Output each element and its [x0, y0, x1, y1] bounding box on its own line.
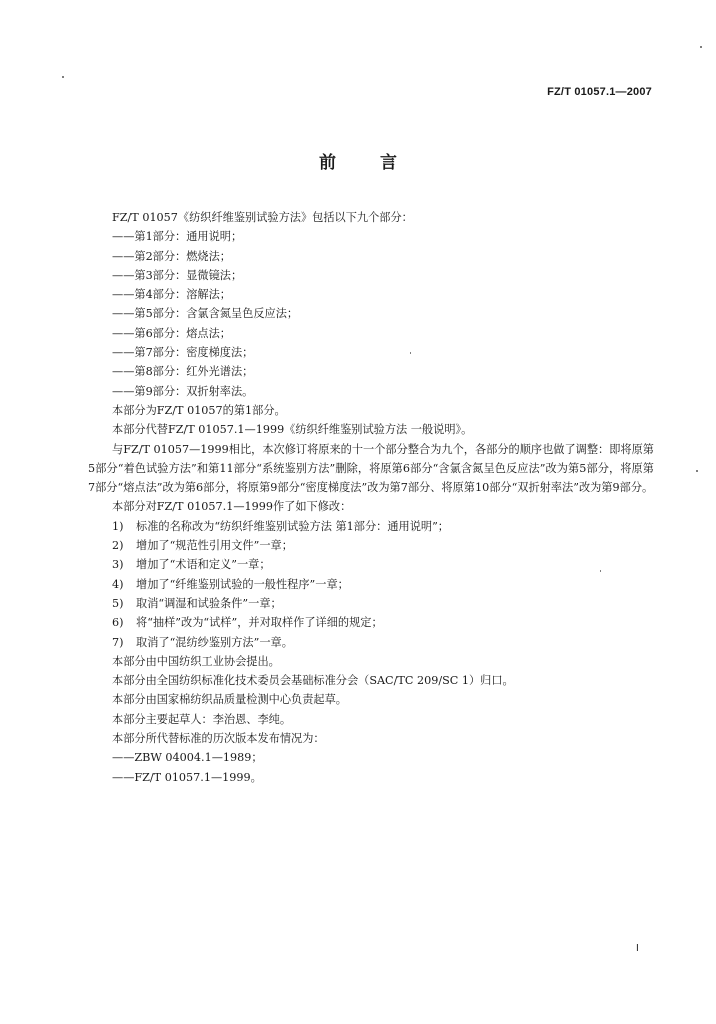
change-text: 增加了“纤维鉴别试验的一般性程序”一章；: [136, 577, 349, 591]
scan-speck: [62, 76, 64, 78]
part-list-item: ——第1部分：通用说明；: [112, 230, 243, 244]
change-number: 1): [112, 519, 124, 533]
standard-code: FZ/T 01057.1—2007: [547, 86, 652, 98]
scan-speck: [700, 46, 702, 48]
change-item: [88, 575, 654, 594]
history-list-item: ——FZ/T 01057.1—1999。: [112, 770, 262, 784]
drafters-paragraph: 本部分主要起草人：李治恩、李纯。: [112, 712, 292, 726]
change-item: [88, 536, 654, 555]
scan-speck: [696, 470, 698, 472]
change-number: 4): [112, 577, 124, 591]
change-item: [88, 613, 654, 632]
history-intro-paragraph: 本部分所代替标准的历次版本发布情况为：: [112, 732, 325, 746]
part-list-item: ——第4部分：溶解法；: [112, 288, 231, 302]
part-list-item: ——第5部分：含氯含氮呈色反应法；: [112, 307, 299, 321]
change-number: 5): [112, 596, 124, 610]
part-list-item: ——第6部分：熔点法；: [112, 326, 231, 340]
foreword-body: [88, 208, 654, 787]
change-item: [88, 555, 654, 574]
title-char-2: 言: [380, 153, 397, 173]
scan-speck: [600, 570, 601, 572]
comparison-paragraph: 与FZ/T 01057—1999相比，本次修订将原来的十一个部分整合为九个，各部分的顺序也做了调整：即将原第5部分“着色试验方法”和第11部分“系统鉴别方法”删除，将原第6部分“含氯含氮呈色反应法”改为第5部分，将原第7部分“熔点法”改为第6部分，将原第9部分“密度梯度法”改为第7部分、将原第10部分“双折射率法”改为第9部分。: [88, 442, 654, 495]
change-item: [88, 517, 654, 536]
change-item: [88, 594, 654, 613]
change-text: 取消了“混纺纱鉴别方法”一章。: [136, 635, 293, 649]
change-number: 3): [112, 558, 124, 572]
page-number: I: [636, 943, 639, 954]
history-list-item: ——ZBW 04004.1—1989；: [112, 751, 263, 765]
proposed-by-paragraph: 本部分由中国纺织工业协会提出。: [112, 654, 280, 668]
page-title: [0, 148, 716, 173]
change-item: [88, 633, 654, 652]
title-char-1: 前: [319, 153, 336, 173]
part-of-paragraph: 本部分为FZ/T 01057的第1部分。: [112, 403, 286, 417]
change-text: 增加了“规范性引用文件”一章；: [136, 539, 293, 553]
changes-intro-paragraph: 本部分对FZ/T 01057.1—1999作了如下修改：: [112, 500, 352, 514]
part-list-item: ——第2部分：燃烧法；: [112, 249, 231, 263]
centralized-by-paragraph: 本部分由全国纺织标准化技术委员会基础标准分会（SAC/TC 209/SC 1）归口。: [112, 674, 514, 688]
change-text: 取消“调湿和试验条件”一章；: [136, 596, 282, 610]
change-text: 将“抽样”改为“试样”，并对取样作了详细的规定；: [136, 616, 383, 630]
change-number: 7): [112, 635, 124, 649]
change-number: 6): [112, 616, 124, 630]
change-text: 标准的名称改为“纺织纤维鉴别试验方法 第1部分：通用说明”；: [136, 519, 449, 533]
intro-paragraph: FZ/T 01057《纺织纤维鉴别试验方法》包括以下九个部分：: [112, 211, 413, 224]
change-text: 增加了“术语和定义”一章；: [136, 558, 271, 572]
part-list-item: ——第8部分：红外光谱法；: [112, 365, 254, 379]
change-number: 2): [112, 539, 124, 553]
part-list-item: ——第9部分：双折射率法。: [112, 384, 254, 398]
part-list-item: ——第3部分：显微镜法；: [112, 268, 243, 282]
part-list-item: ——第7部分：密度梯度法；: [112, 346, 254, 360]
replaces-paragraph: 本部分代替FZ/T 01057.1—1999《纺织纤维鉴别试验方法 一般说明》。: [112, 423, 473, 437]
drafted-by-paragraph: 本部分由国家棉纺织品质量检测中心负责起草。: [112, 693, 347, 707]
scan-speck: [410, 352, 411, 354]
